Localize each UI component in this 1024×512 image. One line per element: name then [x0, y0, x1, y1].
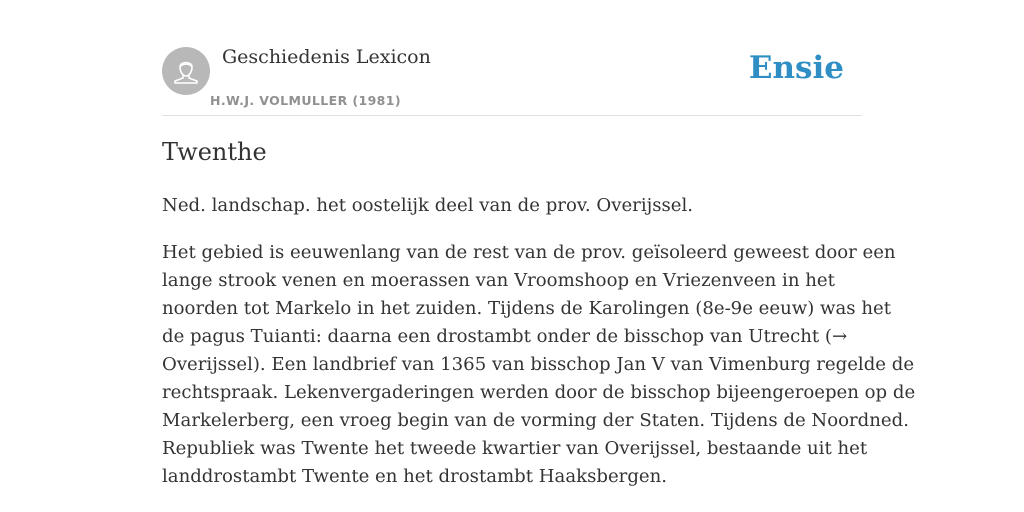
paragraph-line: Overijssel). Een landbrief van 1365 van bisschop Jan V van Vimenburg regelde de [162, 354, 915, 375]
paragraph-line: landdrostambt Twente en het drostambt Haaksbergen. [162, 466, 668, 487]
paragraph-line: Het gebied is eeuwenlang van de rest van de prov. geïsoleerd geweest door een [162, 242, 896, 263]
author-credit: H.W.J. VOLMULLER (1981) [210, 93, 401, 108]
paragraph-line: de pagus Tuianti: daarna een drostambt onder de bisschop van Utrecht (→ [162, 326, 848, 347]
user-silhouette-icon [162, 47, 210, 95]
entry-title: Twenthe [162, 138, 267, 166]
entry-definition: Ned. landschap. het oostelijk deel van de prov. Overijssel. [162, 195, 694, 216]
ensie-logo-link[interactable]: Ensie [748, 50, 844, 86]
lexicon-title[interactable]: Geschiedenis Lexicon [222, 46, 431, 68]
paragraph-line: noorden tot Markelo in het zuiden. Tijdens de Karolingen (8e-9e eeuw) was het [162, 298, 891, 319]
entry-paragraph [162, 239, 916, 491]
avatar[interactable] [162, 47, 210, 95]
paragraph-line: rechtspraak. Lekenvergaderingen werden door de bisschop bijeengeroepen op de [162, 382, 916, 403]
paragraph-line: lange strook venen en moerassen van Vroomshoop en Vriezenveen in het [162, 270, 835, 291]
paragraph-line: Republiek was Twente het tweede kwartier van Overijssel, bestaande uit het [162, 438, 868, 459]
paragraph-line: Markelerberg, een vroeg begin van de vorming der Staten. Tijdens de Noordned. [162, 410, 909, 431]
lexicon-header [162, 40, 862, 116]
